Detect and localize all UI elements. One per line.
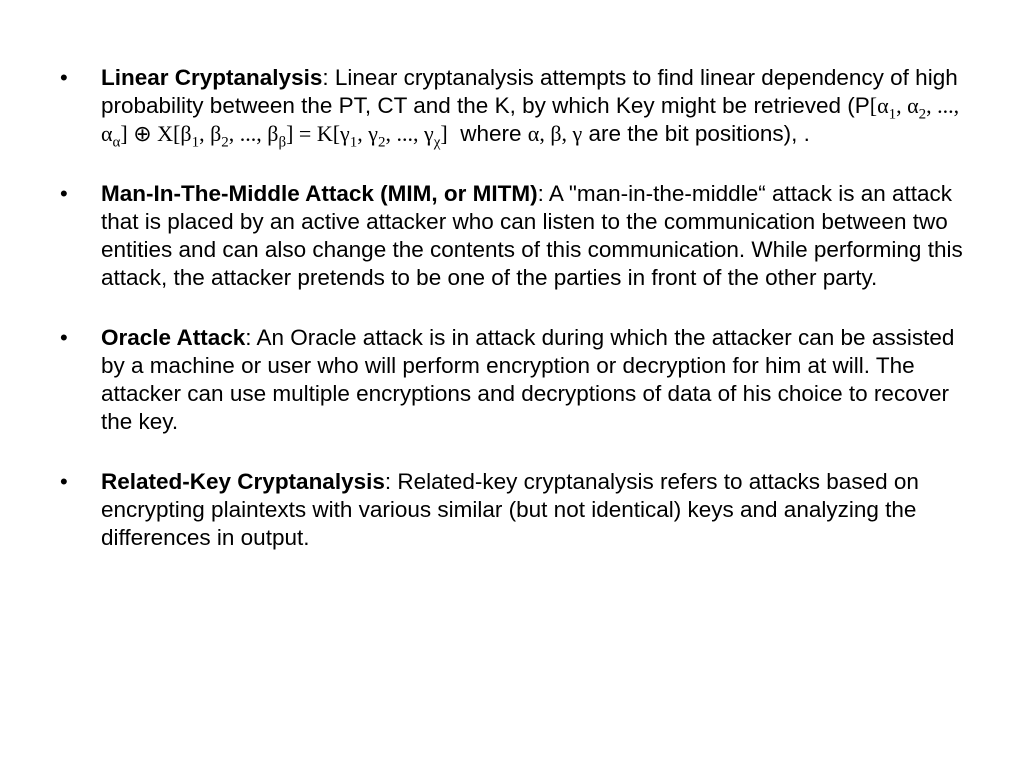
bullet-description-tail: are the bit positions), . bbox=[582, 121, 810, 146]
bullet-oracle-attack bbox=[58, 324, 968, 436]
bullet-linear-cryptanalysis bbox=[58, 64, 968, 151]
bullet-related-key-cryptanalysis bbox=[58, 468, 968, 552]
bullet-description: : Linear cryptanalysis attempts to find linear dependency of high probability between the PT, CT and the K, by which Key might be retrieved (P bbox=[101, 65, 958, 118]
bullet-list bbox=[58, 64, 968, 584]
bullet-description-where: where bbox=[447, 121, 528, 146]
linear-approximation-formula: [$\alpha_1$, $\alpha_2$, ..., $\alpha_\alpha$] ⊕ $X[\beta_1$, $\beta_2$, ..., $\beta_\beta] = K[\gamma_1$, $\gamma_2$, ..., $\gamma_\chi$] bbox=[101, 93, 960, 151]
bullet-term: Oracle Attack bbox=[101, 325, 246, 350]
bullet-term: Man-In-The-Middle Attack (MIM, or MITM) bbox=[101, 181, 538, 206]
bullet-term: Linear Cryptanalysis bbox=[101, 65, 323, 90]
bullet-description: : A "man-in-the-middle“ attack is an attack that is placed by an active attacker who can listen to the communication between two entities and can also change the contents of this communication. While performing this attack, the attacker pretends to be one of the parties in front of the other party. bbox=[101, 181, 963, 290]
bullet-mitm-attack bbox=[58, 180, 968, 292]
bit-position-symbols: α, β, γ bbox=[527, 121, 583, 146]
bullet-term: Related-Key Cryptanalysis bbox=[101, 469, 385, 494]
bullet-description: : An Oracle attack is in attack during which the attacker can be assisted by a machine or user who will perform encryption or decryption for him at will. The attacker can use multiple encryptions and decryptions of data of his choice to recover the key. bbox=[101, 325, 955, 434]
bullet-description: : Related-key cryptanalysis refers to attacks based on encrypting plaintexts with various similar (but not identical) keys and analyzing the differences in output. bbox=[101, 469, 919, 550]
